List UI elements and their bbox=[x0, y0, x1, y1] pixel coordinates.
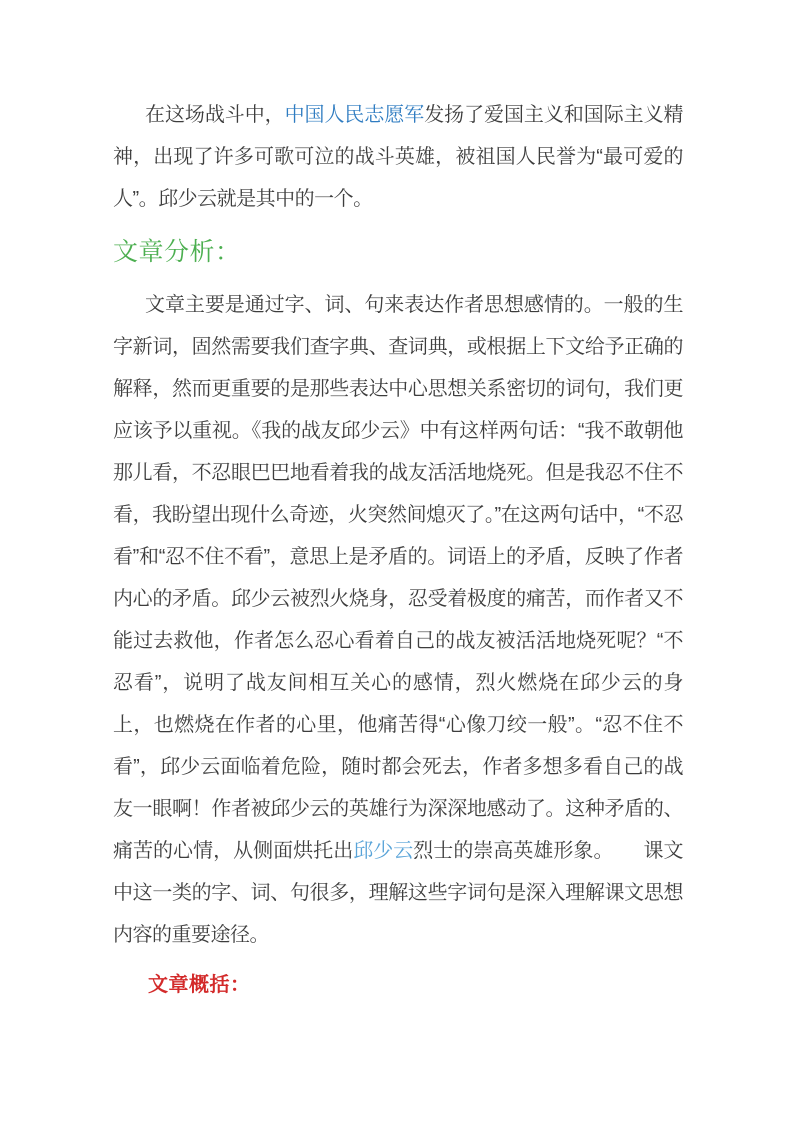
intro-text-2: 发扬了爱国主义和国际主义精神，出现了许多可歌可泣的战斗英雄，被祖国人民誉为“最可爱的人”。邱少云就是其中的一个。 bbox=[113, 104, 684, 210]
link-chinese-peoples-volunteer-army[interactable]: 中国人民志愿军 bbox=[284, 104, 425, 126]
intro-paragraph bbox=[113, 94, 683, 220]
intro-text-1: 在这场战斗中， bbox=[145, 104, 285, 126]
summary-heading: 文章概括： bbox=[148, 974, 251, 996]
analysis-paragraph bbox=[113, 284, 683, 956]
analysis-text-2: 烈士的崇高英雄形象。 课文中这一类的字、词、句很多，理解这些字词句是深入理解课文思想内容的重要途径。 bbox=[113, 840, 684, 946]
link-qiu-shaoyun[interactable]: 邱少云 bbox=[353, 840, 414, 862]
analysis-heading: 文章分析： bbox=[113, 238, 241, 266]
analysis-text-1: 文章主要是通过字、词、句来表达作者思想感情的。一般的生字新词，固然需要我们查字典、查词典，或根据上下文给予正确的解释，然而更重要的是那些表达中心思想关系密切的词句，我们更应该予以重视。《我的战友邱少云》中有这样两句话：“我不敢朝他那儿看，不忍眼巴巴地看着我的战友活活地烧死。但是我忍不住不看，我盼望出现什么奇迹，火突然间熄灭了。”在这两句话中，“不忍看”和“忍不住不看”，意思上是矛盾的。词语上的矛盾，反映了作者内心的矛盾。邱少云被烈火烧身，忍受着极度的痛苦，而作者又不能过去救他，作者怎么忍心看着自己的战友被活活地烧死呢？“不忍看”，说明了战友间相互关心的感情，烈火燃烧在邱少云的身上，也燃烧在作者的心里，他痛苦得“心像刀绞一般”。“忍不住不看”，邱少云面临着危险，随时都会死去，作者多想多看自己的战友一眼啊！作者被邱少云的英雄行为深深地感动了。这种矛盾的、痛苦的心情，从侧面烘托出 bbox=[113, 294, 683, 862]
